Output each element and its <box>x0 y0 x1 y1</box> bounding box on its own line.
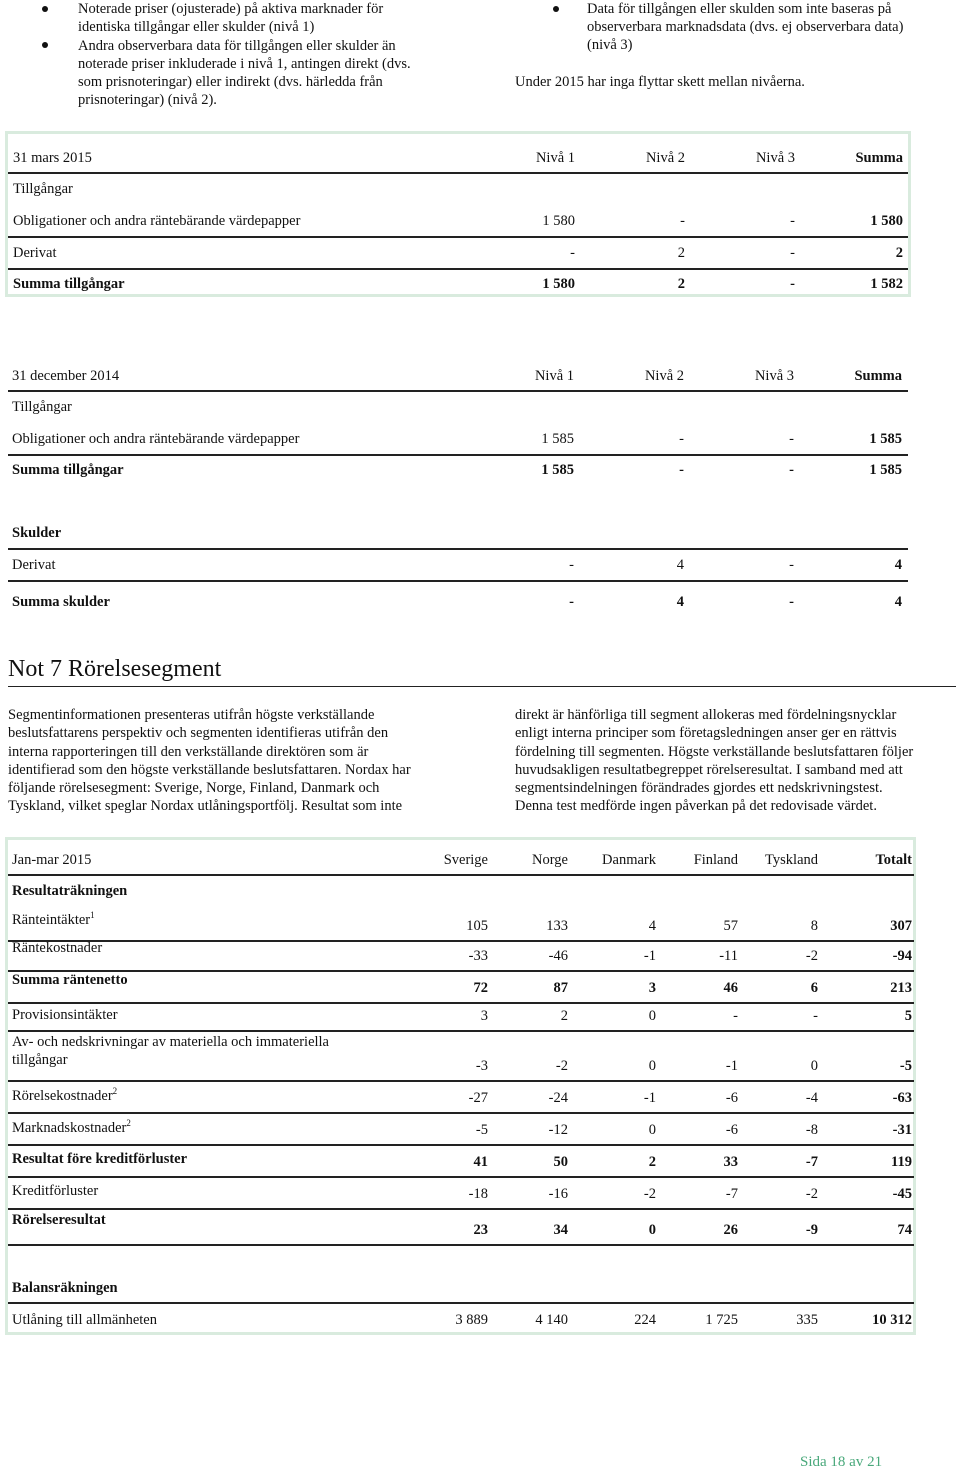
paragraph-line: fördelning till segmenten. Högste verkställande beslutsfattaren följer <box>515 743 914 760</box>
cell-value: - <box>789 557 794 573</box>
column-header-sum: Summa <box>855 150 903 166</box>
segment-table-content <box>8 846 914 1332</box>
cell-value: 335 <box>796 1312 818 1328</box>
section-label: Balansräkningen <box>12 1280 118 1296</box>
paragraph-line: enligt interna principer som företagsledningen anser ger en rättvis <box>515 725 897 742</box>
row-label: Obligationer och andra räntebärande värdepapper <box>13 213 301 229</box>
cell-value: 0 <box>810 1058 818 1074</box>
cell-value: 2 <box>677 245 685 261</box>
section-row <box>8 878 914 906</box>
cell-value: -46 <box>548 948 568 964</box>
bullet-item-2 <box>78 37 411 109</box>
table-total-row <box>8 458 908 486</box>
bullet-line: Data för tillgången eller skulden som inte baseras på <box>587 1 892 17</box>
bullet-line: observerbara marknadsdata (dvs. ej observerbara data) <box>587 19 904 35</box>
cell-value: 0 <box>648 1058 656 1074</box>
table-header-row <box>8 362 908 392</box>
cell-value: 0 <box>648 1122 656 1138</box>
cell-value: 5 <box>904 1008 912 1024</box>
cell-value: -3 <box>475 1058 488 1074</box>
table-header-date: 31 december 2014 <box>12 368 120 384</box>
row-label: Av- och nedskrivningar av materiella och immateriella <box>12 1034 329 1050</box>
cell-value: 1 580 <box>870 213 903 229</box>
cell-value: -24 <box>548 1090 568 1106</box>
cell-value: 1 585 <box>541 462 574 478</box>
cell-value: 1 580 <box>542 276 575 292</box>
cell-value: 2 <box>677 276 685 292</box>
cell-value: 87 <box>553 980 568 996</box>
paragraph-line: identifierad som den högste verkställande beslutsfattaren. Nordax har <box>8 761 411 778</box>
bullet-item-1 <box>78 0 383 36</box>
cell-value: - <box>790 276 795 292</box>
cell-value: 1 582 <box>870 276 903 292</box>
table-total-row <box>8 590 908 618</box>
cell-value: - <box>679 462 684 478</box>
paragraph-line: interna rapporteringen till den verkställande direktören som är <box>8 743 369 760</box>
row-label: tillgångar <box>12 1052 68 1068</box>
cell-value: 1 585 <box>869 431 902 447</box>
row-label: Kreditförluster <box>12 1183 99 1199</box>
cell-value: 2 <box>560 1008 568 1024</box>
section-heading: Not 7 Rörelsesegment <box>8 656 222 682</box>
note7-paragraph-right <box>515 706 955 816</box>
cell-value: 307 <box>890 918 912 934</box>
table-row <box>8 970 914 1004</box>
table-row <box>8 1146 914 1178</box>
row-label: Summa tillgångar <box>13 276 125 292</box>
section-label: Tillgångar <box>13 181 73 197</box>
cell-value: -7 <box>725 1186 738 1202</box>
cell-value: -6 <box>725 1090 738 1106</box>
cell-value: 2 <box>648 1154 656 1170</box>
cell-value: 50 <box>553 1154 568 1170</box>
table-row <box>8 552 908 582</box>
row-label: Resultat före kreditförluster <box>12 1151 188 1167</box>
column-header-sum: Summa <box>854 368 902 384</box>
column-header-level3: Nivå 3 <box>754 368 794 384</box>
table-header-row <box>8 846 914 876</box>
cell-value: - <box>789 594 794 610</box>
table-row <box>8 426 908 456</box>
cell-value: 41 <box>473 1154 488 1170</box>
table-row <box>8 938 914 972</box>
row-label: Obligationer och andra räntebärande värdepapper <box>12 431 300 447</box>
paragraph-line: huvudsakligen resultatbegreppet rörelseresultat. I samband med att <box>515 761 903 778</box>
paragraph-line: segmentsindelningen förändrades gjordes ett nedskrivningstest. <box>515 780 883 797</box>
bullet-icon <box>42 42 48 48</box>
paragraph-line: Tyskland, vilket speglar Nordax utlåningsportfölj. Resultat som inte <box>8 798 403 815</box>
row-label: Utlåning till allmänheten <box>12 1312 157 1328</box>
cell-value: - <box>789 431 794 447</box>
row-label: Räntekostnader <box>12 940 103 956</box>
cell-value: 46 <box>723 980 738 996</box>
section-label: Tillgångar <box>12 399 72 415</box>
cell-value: - <box>680 213 685 229</box>
column-header-segment: Totalt <box>875 852 912 868</box>
bullet-icon <box>42 6 48 12</box>
bullet-icon <box>553 6 559 12</box>
table-row <box>8 240 908 270</box>
table-row <box>8 906 914 942</box>
bullet-line: (nivå 3) <box>587 37 633 53</box>
row-label: Derivat <box>13 245 57 261</box>
row-label: Summa räntenetto <box>12 972 128 988</box>
cell-value: 26 <box>723 1222 738 1238</box>
cell-value: 6 <box>810 980 818 996</box>
footnote-marker: 1 <box>90 910 95 920</box>
page-number: Sida 18 av 21 <box>800 1454 883 1470</box>
cell-value: 4 <box>894 594 902 610</box>
cell-value: 33 <box>723 1154 738 1170</box>
section-label: Skulder <box>12 525 62 541</box>
cell-value: 1 580 <box>542 213 575 229</box>
cell-value: -31 <box>892 1122 912 1138</box>
bullet-item-3 <box>587 0 903 54</box>
cell-value: -2 <box>555 1058 568 1074</box>
cell-value: - <box>569 594 574 610</box>
cell-value: -94 <box>892 948 912 964</box>
cell-value: -45 <box>892 1186 912 1202</box>
column-header-level3: Nivå 3 <box>755 150 795 166</box>
cell-value: -63 <box>892 1090 912 1106</box>
cell-value: -16 <box>548 1186 568 1202</box>
cell-value: 3 889 <box>455 1312 488 1328</box>
table-total-row <box>8 272 908 300</box>
paragraph-line: Denna test medförde ingen påverkan på det redovisade värdet. <box>515 798 877 815</box>
table-row <box>8 208 908 238</box>
cell-value: - <box>733 1008 738 1024</box>
cell-value: 2 <box>895 245 903 261</box>
cell-value: -2 <box>805 948 818 964</box>
paragraph-line: beslutsfattarens perspektiv och segmenten identifieras utifrån den <box>8 725 389 742</box>
cell-value: - <box>790 245 795 261</box>
cell-value: - <box>570 245 575 261</box>
cell-value: -6 <box>725 1122 738 1138</box>
cell-value: 4 <box>648 918 656 934</box>
fair-value-table-2015 <box>5 131 911 297</box>
cell-value: -2 <box>643 1186 656 1202</box>
cell-value: 57 <box>723 918 738 934</box>
cell-value: -8 <box>805 1122 818 1138</box>
cell-value: 119 <box>891 1154 912 1170</box>
row-label: Summa skulder <box>12 594 110 610</box>
cell-value: -1 <box>643 1090 656 1106</box>
row-label: Rörelseresultat <box>12 1212 106 1228</box>
column-header-level2: Nivå 2 <box>645 150 685 166</box>
cell-value: - <box>789 462 794 478</box>
row-label: Ränteintäkter$^1$ <box>12 910 95 928</box>
table-row <box>8 1082 914 1114</box>
cell-value: 224 <box>634 1312 656 1328</box>
section-label: Resultaträkningen <box>12 883 128 899</box>
column-header-segment: Tyskland <box>765 852 818 868</box>
row-label: Rörelsekostnader$^2$ <box>12 1086 118 1104</box>
cell-value: -9 <box>805 1222 818 1238</box>
cell-value: 105 <box>466 918 488 934</box>
table-row <box>8 1034 914 1082</box>
row-label: Summa tillgångar <box>12 462 124 478</box>
cell-value: 4 <box>676 557 684 573</box>
level-transfer-note: Under 2015 har inga flyttar skett mellan nivåerna. <box>515 74 805 90</box>
cell-value: 1 725 <box>705 1312 738 1328</box>
column-header-segment: Sverige <box>443 852 488 868</box>
cell-value: -2 <box>805 1186 818 1202</box>
cell-value: 3 <box>648 980 656 996</box>
bullet-line: Andra observerbara data för tillgången eller skulder än <box>78 38 396 54</box>
cell-value: 133 <box>546 918 568 934</box>
cell-value: 74 <box>897 1222 912 1238</box>
row-label: Marknadskostnader$^2$ <box>12 1118 131 1136</box>
cell-value: 8 <box>810 918 818 934</box>
column-header-segment: Danmark <box>602 852 656 868</box>
cell-value: 213 <box>890 980 912 996</box>
column-header-segment: Finland <box>693 852 738 868</box>
cell-value: 1 585 <box>869 462 902 478</box>
bullet-line: som prisnoteringar) eller indirekt (dvs. härledda från <box>78 74 383 90</box>
cell-value: 3 <box>480 1008 488 1024</box>
cell-value: -5 <box>899 1058 912 1074</box>
table-row <box>8 1306 914 1334</box>
cell-value: -11 <box>719 948 738 964</box>
section-row <box>8 520 908 550</box>
cell-value: 4 140 <box>535 1312 568 1328</box>
paragraph-line: direkt är hänförliga till segment allokeras med fördelningsnycklar <box>515 707 897 723</box>
cell-value: 10 312 <box>872 1312 912 1328</box>
cell-value: - <box>569 557 574 573</box>
cell-value: -27 <box>468 1090 488 1106</box>
footnote-marker: 2 <box>112 1086 118 1096</box>
cell-value: - <box>790 213 795 229</box>
cell-value: - <box>679 431 684 447</box>
fair-value-table-2014 <box>8 358 908 620</box>
table-header-row <box>8 144 908 174</box>
cell-value: 1 585 <box>541 431 574 447</box>
section-row <box>8 394 908 422</box>
row-label: Provisionsintäkter <box>12 1007 118 1023</box>
bullet-line: identiska tillgångar eller skulder (nivå 1) <box>78 19 315 35</box>
cell-value: 34 <box>553 1222 568 1238</box>
table-header-period: Jan-mar 2015 <box>12 852 92 868</box>
cell-value: 23 <box>473 1222 488 1238</box>
bullet-line: prisnoteringar) (nivå 2). <box>78 92 217 108</box>
paragraph-line: följande rörelsesegment: Sverige, Norge, Finland, Danmark och <box>8 780 380 797</box>
section-row <box>8 1274 914 1304</box>
footnote-marker: 2 <box>126 1118 131 1128</box>
row-label: Derivat <box>12 557 56 573</box>
cell-value: -1 <box>643 948 656 964</box>
cell-value: - <box>813 1008 818 1024</box>
cell-value: -12 <box>548 1122 568 1138</box>
cell-value: 0 <box>648 1222 656 1238</box>
column-header-level1: Nivå 1 <box>535 150 575 166</box>
cell-value: -7 <box>805 1154 818 1170</box>
cell-value: 72 <box>473 980 488 996</box>
section-row <box>8 176 908 204</box>
cell-value: -1 <box>725 1058 738 1074</box>
cell-value: 4 <box>894 557 902 573</box>
bullet-line: noterade priser inkluderade i nivå 1, antingen direkt (dvs. <box>78 56 411 72</box>
cell-value: -18 <box>468 1186 488 1202</box>
bullet-line: Noterade priser (ojusterade) på aktiva marknader för <box>78 1 384 17</box>
heading-divider <box>8 686 956 687</box>
note7-paragraph-left <box>8 706 488 816</box>
cell-value: -5 <box>475 1122 488 1138</box>
column-header-segment: Norge <box>532 852 568 868</box>
table-row <box>8 1114 914 1146</box>
table-row <box>8 1210 914 1246</box>
cell-value: 0 <box>648 1008 656 1024</box>
cell-value: 4 <box>676 594 684 610</box>
paragraph-line: Segmentinformationen presenteras utifrån högste verkställande <box>8 707 375 723</box>
column-header-level2: Nivå 2 <box>644 368 684 384</box>
column-header-level1: Nivå 1 <box>534 368 574 384</box>
table-row <box>8 1178 914 1210</box>
table-row <box>8 1002 914 1032</box>
table-header-date: 31 mars 2015 <box>13 150 92 166</box>
cell-value: -33 <box>468 948 488 964</box>
cell-value: -4 <box>805 1090 818 1106</box>
